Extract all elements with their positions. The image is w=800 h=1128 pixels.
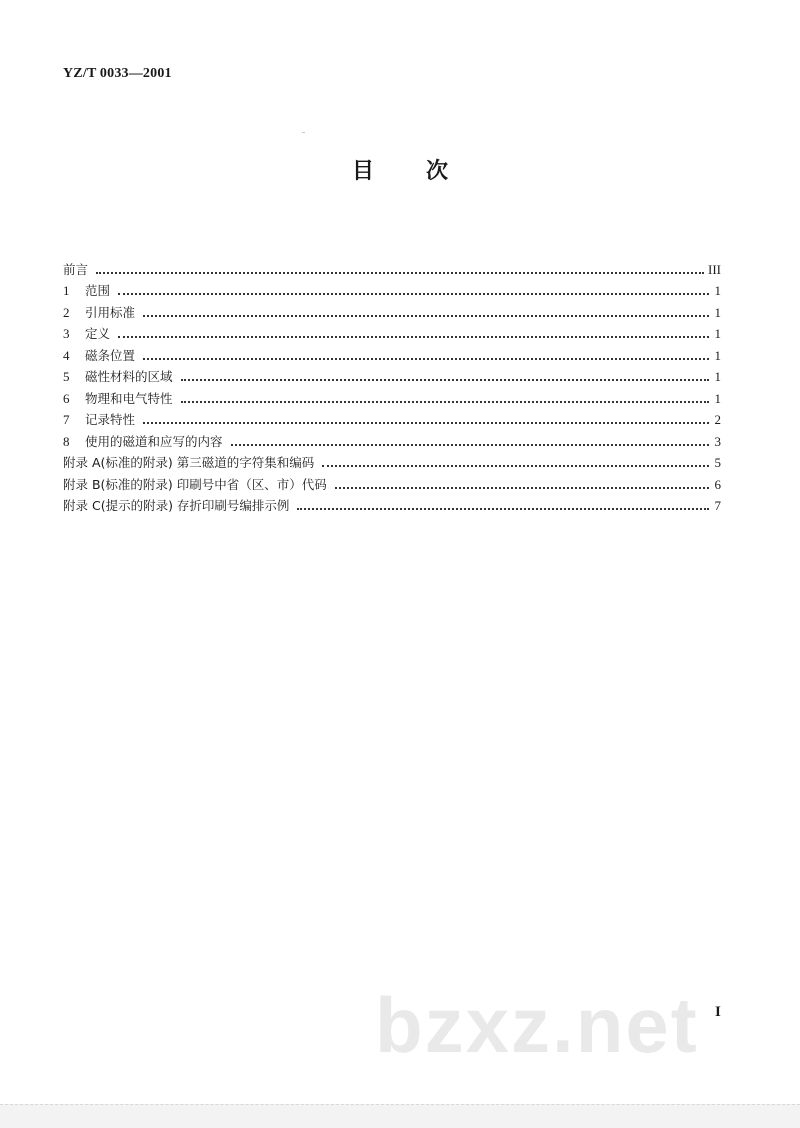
toc-leader-dots — [181, 373, 709, 381]
toc-entry-number: 3 — [63, 326, 70, 341]
toc-entry-label: 附录 B(标准的附录) 印刷号中省（区、市）代码 — [63, 476, 327, 492]
page-bottom-edge — [0, 1104, 800, 1128]
toc-entry-page: III — [708, 261, 721, 277]
toc-entry-label: 引用标准 — [85, 304, 136, 320]
toc-entry[interactable] — [63, 363, 721, 385]
toc-entry[interactable] — [63, 449, 721, 471]
toc-entry[interactable] — [63, 492, 721, 514]
toc-leader-dots — [335, 481, 709, 489]
toc-entry-label: 使用的磁道和应写的内容 — [85, 433, 223, 449]
toc-entry-page: 2 — [714, 412, 721, 427]
toc-entry-label: 附录 C(提示的附录) 存折印刷号编排示例 — [63, 498, 290, 513]
standard-code: YZ/T 0033—2001 — [63, 66, 172, 81]
toc-entry-number: 4 — [63, 347, 70, 363]
toc-entry-page: 1 — [714, 347, 721, 363]
toc-entry[interactable] — [63, 427, 721, 449]
toc-leader-dots — [231, 438, 709, 446]
toc-entry[interactable] — [63, 277, 721, 299]
toc-entry[interactable] — [63, 406, 721, 428]
toc-entry-page: 1 — [714, 390, 721, 406]
toc-entry-label: 记录特性 — [85, 412, 136, 427]
toc-leader-dots — [297, 502, 709, 510]
toc-leader-dots — [118, 330, 709, 338]
toc-entry-label: 范围 — [85, 283, 111, 298]
toc-entry-label: 定义 — [85, 326, 111, 341]
toc-entry-page: 3 — [714, 433, 721, 449]
toc-entry-number: 7 — [63, 412, 70, 427]
toc-entry-number: 6 — [63, 390, 70, 406]
toc-entry-page: 1 — [714, 326, 721, 341]
toc-title-char-2: 次 — [426, 159, 449, 184]
toc-entry-number: 1 — [63, 283, 70, 298]
toc-entry-number: 5 — [63, 369, 70, 384]
toc-entry-label: 磁性材料的区域 — [85, 369, 173, 384]
toc-title-char-1: 目 — [351, 159, 374, 184]
toc-entry-number: 2 — [63, 304, 70, 320]
watermark: bzxz.net — [375, 981, 699, 1069]
toc-entry-page: 1 — [714, 369, 721, 384]
toc-entry-label: 附录 A(标准的附录) 第三磁道的字符集和编码 — [63, 455, 315, 470]
toc-leader-dots — [143, 416, 709, 424]
toc-entry[interactable] — [63, 298, 721, 320]
table-of-contents — [63, 255, 721, 513]
toc-entry[interactable] — [63, 255, 721, 277]
page-number: I — [715, 1004, 721, 1020]
toc-entry-label: 物理和电气特性 — [85, 390, 173, 406]
toc-entry[interactable] — [63, 384, 721, 406]
toc-entry-label: 前言 — [63, 261, 89, 277]
toc-leader-dots — [143, 309, 709, 317]
toc-entry-page: 6 — [714, 476, 721, 492]
toc-entry[interactable] — [63, 470, 721, 492]
toc-leader-dots — [181, 395, 709, 403]
toc-entry-number: 8 — [63, 433, 70, 449]
toc-entry[interactable] — [63, 320, 721, 342]
toc-entry-page: 5 — [714, 455, 721, 470]
scan-speck — [302, 132, 305, 133]
toc-leader-dots — [322, 459, 709, 467]
toc-leader-dots — [96, 266, 704, 274]
toc-entry-page: 7 — [714, 498, 721, 513]
toc-entry-page: 1 — [714, 283, 721, 298]
toc-entry-page: 1 — [714, 304, 721, 320]
toc-leader-dots — [143, 352, 709, 360]
toc-entry[interactable] — [63, 341, 721, 363]
toc-entry-label: 磁条位置 — [85, 347, 136, 363]
toc-leader-dots — [118, 287, 709, 295]
toc-title — [0, 154, 800, 185]
